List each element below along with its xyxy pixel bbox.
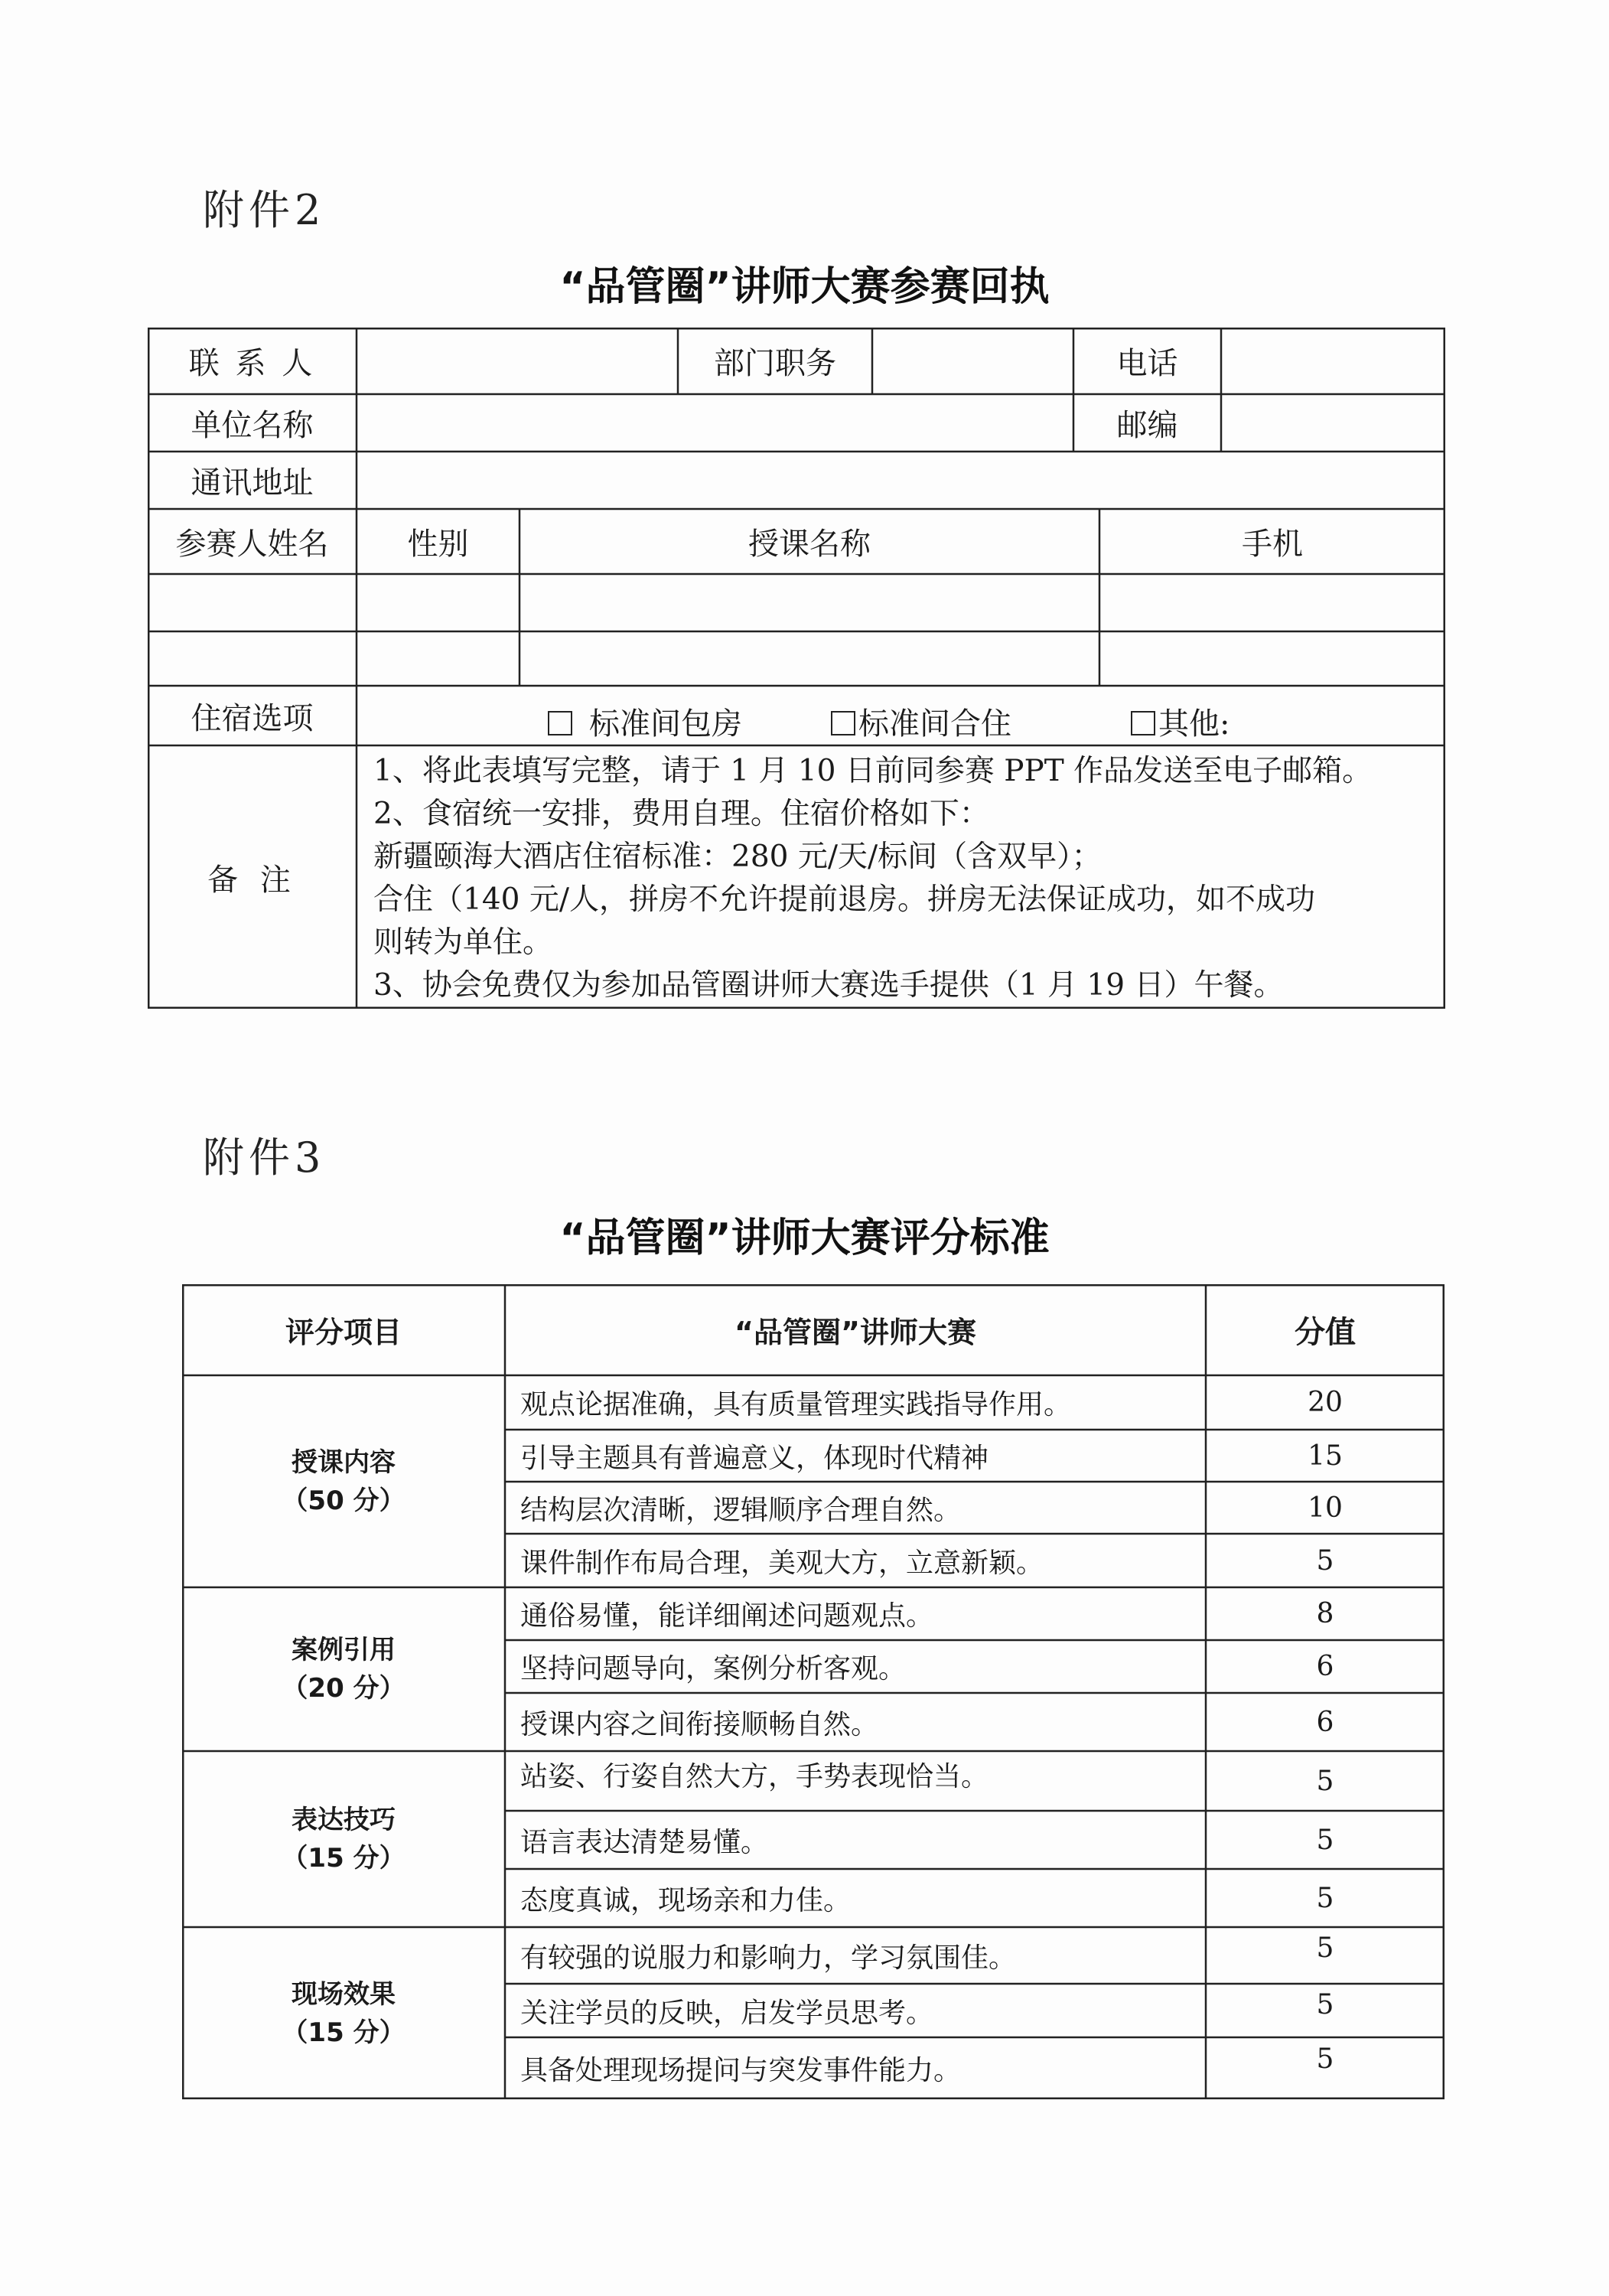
attachment-3-label: 附件3 bbox=[203, 1133, 326, 1182]
lodging-option-shared[interactable] bbox=[831, 700, 1011, 743]
criterion-text: 态度真诚，现场亲和力佳。 bbox=[520, 1884, 852, 1916]
lodging-option-other-label: 其他: bbox=[1158, 706, 1230, 742]
criterion-text: 语言表达清楚易懂。 bbox=[520, 1826, 769, 1858]
remark-line: 则转为单住。 bbox=[373, 925, 553, 960]
criterion-score: 5 bbox=[1316, 1824, 1334, 1856]
category-points: （50 分） bbox=[282, 1485, 406, 1516]
remark-line: 新疆颐海大酒店住宿标准：280 元/天/标间（含双早）； bbox=[373, 840, 1102, 874]
category-points: （15 分） bbox=[282, 1843, 406, 1874]
course-name-input-2[interactable] bbox=[520, 631, 1099, 686]
remark-line: 2、食宿统一安排，费用自理。住宿价格如下： bbox=[373, 797, 989, 831]
criterion-score: 6 bbox=[1316, 1706, 1334, 1738]
remarks-content bbox=[357, 745, 1445, 1009]
checkbox-icon[interactable] bbox=[548, 711, 572, 735]
remark-line: 3、协会免费仅为参加品管圈讲师大赛选手提供（1 月 19 日）午餐。 bbox=[373, 968, 1284, 1003]
criterion-score: 5 bbox=[1316, 1882, 1334, 1914]
criterion-text: 观点论据准确，具有质量管理实践指导作用。 bbox=[520, 1389, 1072, 1420]
department-position-input[interactable] bbox=[872, 328, 1073, 394]
registration-form-title: “品管圈”讲师大赛参赛回执 bbox=[559, 264, 1050, 310]
lodging-option-private-label: 标准间包房 bbox=[589, 706, 742, 742]
header-score: 分值 bbox=[1295, 1315, 1356, 1350]
gender-input-1[interactable] bbox=[357, 574, 520, 631]
attachment-2-label: 附件2 bbox=[203, 186, 326, 234]
checkbox-icon[interactable] bbox=[1131, 711, 1155, 735]
phone-label: 电话 bbox=[1116, 346, 1178, 381]
criterion-text: 站姿、行姿自然大方，手势表现恰当。 bbox=[520, 1760, 989, 1792]
criterion-score: 6 bbox=[1316, 1651, 1334, 1682]
criterion-text: 课件制作布局合理，美观大方，立意新颖。 bbox=[520, 1547, 1044, 1579]
criterion-text: 引导主题具有普遍意义，体现时代精神 bbox=[520, 1442, 989, 1474]
criterion-score: 5 bbox=[1316, 2043, 1334, 2075]
criterion-text: 授课内容之间衔接顺畅自然。 bbox=[520, 1708, 879, 1740]
header-contest: “品管圈”讲师大赛 bbox=[734, 1316, 976, 1349]
remark-line: 1、将此表填写完整，请于 1 月 10 日前同参赛 PPT 作品发送至电子邮箱。 bbox=[373, 754, 1373, 788]
category-teaching-content bbox=[182, 1375, 505, 1587]
mobile-label: 手机 bbox=[1242, 527, 1303, 562]
mobile-input-2[interactable] bbox=[1099, 631, 1445, 686]
participant-name-label: 参赛人姓名 bbox=[175, 527, 329, 562]
criterion-text: 关注学员的反映，启发学员思考。 bbox=[520, 1997, 934, 2029]
lodging-label: 住宿选项 bbox=[191, 700, 314, 736]
category-points: （20 分） bbox=[282, 1673, 406, 1704]
category-case-citation bbox=[182, 1587, 505, 1751]
criterion-score: 10 bbox=[1308, 1492, 1343, 1524]
contact-label: 联 系 人 bbox=[188, 346, 316, 381]
category-name: 现场效果 bbox=[292, 1978, 396, 2010]
postcode-input[interactable] bbox=[1221, 394, 1445, 452]
criterion-text: 通俗易懂，能详细阐述问题观点。 bbox=[520, 1600, 934, 1632]
address-label: 通讯地址 bbox=[191, 465, 314, 501]
unit-name-label: 单位名称 bbox=[191, 408, 314, 443]
category-points: （15 分） bbox=[282, 2017, 406, 2048]
lodging-option-shared-label: 标准间合住 bbox=[858, 706, 1011, 742]
gender-input-2[interactable] bbox=[357, 631, 520, 686]
remarks-label: 备 注 bbox=[207, 862, 297, 898]
criterion-text: 具备处理现场提问与突发事件能力。 bbox=[520, 2055, 962, 2086]
address-input[interactable] bbox=[357, 452, 1445, 509]
criterion-text: 有较强的说服力和影响力，学习氛围佳。 bbox=[520, 1942, 1017, 1974]
department-position-label: 部门职务 bbox=[714, 346, 836, 381]
criterion-score: 5 bbox=[1316, 1932, 1334, 1964]
scoring-criteria-title: “品管圈”讲师大赛评分标准 bbox=[559, 1215, 1050, 1261]
unit-name-input[interactable] bbox=[357, 394, 1073, 452]
criterion-score: 5 bbox=[1316, 1765, 1334, 1797]
remark-line: 合住（140 元/人，拼房不允许提前退房。拼房无法保证成功，如不成功 bbox=[373, 882, 1315, 917]
criterion-text: 坚持问题导向，案例分析客观。 bbox=[520, 1653, 907, 1684]
contact-input[interactable] bbox=[357, 328, 678, 394]
lodging-option-other[interactable] bbox=[1131, 700, 1230, 743]
lodging-option-private[interactable] bbox=[548, 700, 742, 743]
course-name-label: 授课名称 bbox=[748, 527, 871, 562]
phone-input[interactable] bbox=[1221, 328, 1445, 394]
postcode-label: 邮编 bbox=[1116, 408, 1178, 443]
participant-name-input-2[interactable] bbox=[148, 631, 357, 686]
criterion-score: 5 bbox=[1316, 1988, 1334, 2020]
lodging-options bbox=[357, 686, 1445, 745]
category-name: 授课内容 bbox=[292, 1446, 396, 1478]
criterion-score: 20 bbox=[1308, 1387, 1343, 1418]
category-name: 案例引用 bbox=[292, 1635, 396, 1665]
category-on-site-effect bbox=[182, 1927, 505, 2099]
checkbox-icon[interactable] bbox=[831, 711, 855, 735]
participant-name-input-1[interactable] bbox=[148, 574, 357, 631]
mobile-input-1[interactable] bbox=[1099, 574, 1445, 631]
category-name: 表达技巧 bbox=[292, 1805, 396, 1835]
criterion-text: 结构层次清晰，逻辑顺序合理自然。 bbox=[520, 1494, 962, 1526]
criterion-score: 5 bbox=[1316, 1544, 1334, 1577]
scoring-criteria-table bbox=[182, 1284, 1445, 2099]
gender-label: 性别 bbox=[407, 527, 469, 562]
header-scoring-item: 评分项目 bbox=[285, 1316, 402, 1349]
course-name-input-1[interactable] bbox=[520, 574, 1099, 631]
category-expression-skills bbox=[182, 1751, 505, 1927]
criterion-score: 8 bbox=[1316, 1598, 1334, 1629]
criterion-score: 15 bbox=[1308, 1440, 1343, 1472]
